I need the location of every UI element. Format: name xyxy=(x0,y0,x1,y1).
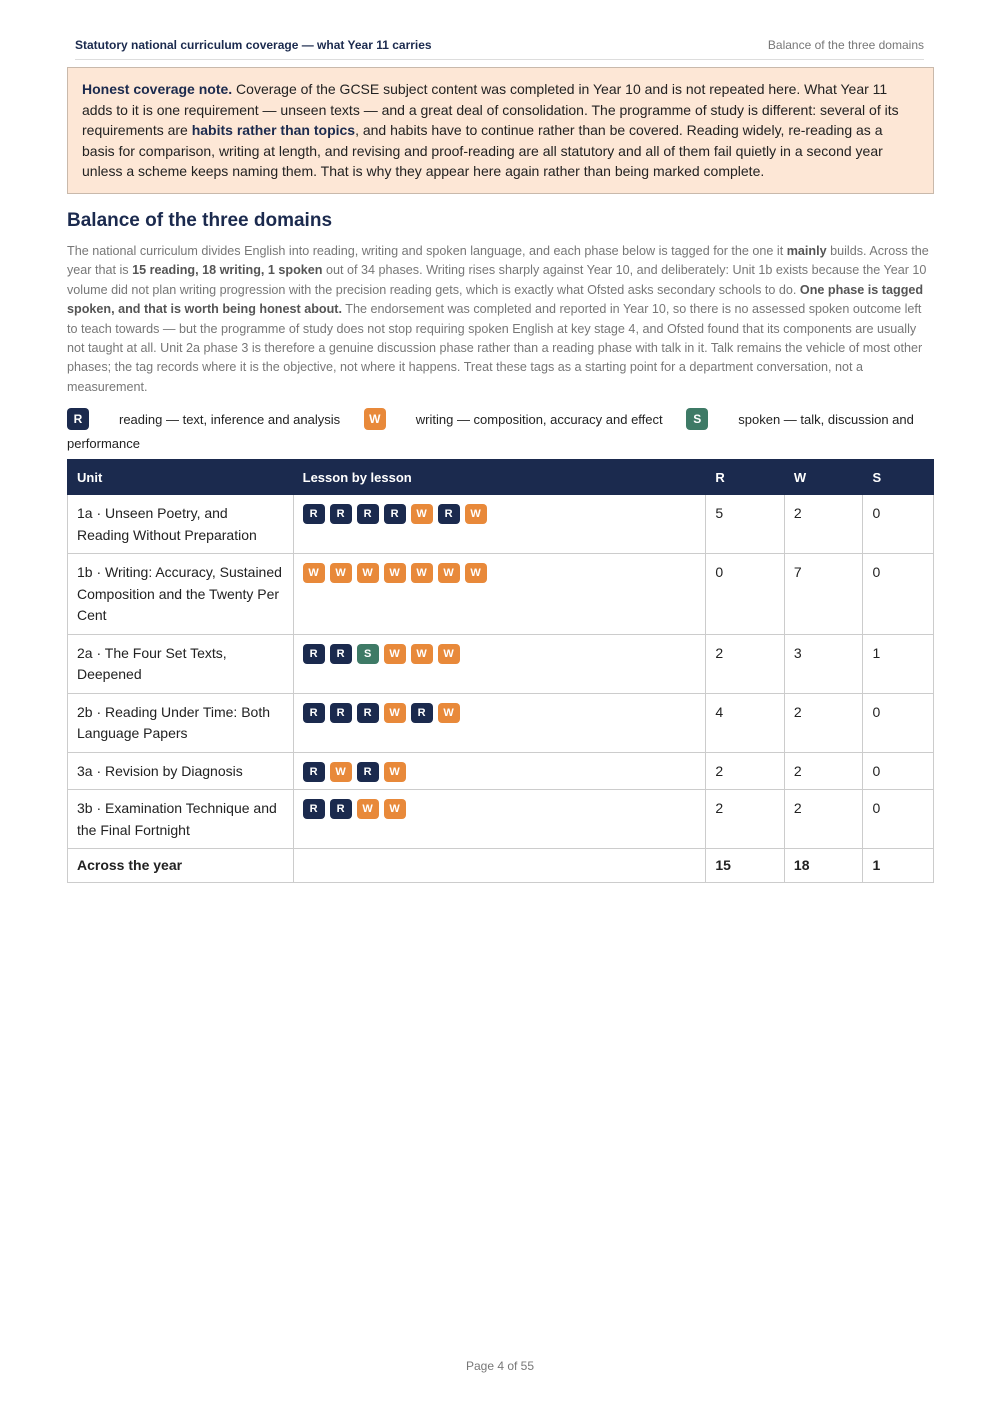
intro-b1: mainly xyxy=(786,244,827,258)
note-lead: Honest coverage note. xyxy=(82,81,233,97)
section-title: Balance of the three domains xyxy=(67,210,333,231)
legend-chip-writing: W xyxy=(364,408,386,430)
lesson-chip-reading: R xyxy=(357,703,379,723)
table-total-row xyxy=(68,849,934,883)
lesson-chip-spoken: S xyxy=(357,644,379,664)
lesson-chip-writing: W xyxy=(465,504,487,524)
cell-s: 0 xyxy=(863,790,934,849)
lesson-chip-reading: R xyxy=(411,703,433,723)
lesson-chip-writing: W xyxy=(303,563,325,583)
cell-unit: 3b · Examination Technique and the Final Fortnight xyxy=(68,790,294,849)
lesson-chip-writing: W xyxy=(438,563,460,583)
cell-w: 2 xyxy=(784,693,863,752)
cell-w: 7 xyxy=(784,554,863,635)
lesson-chip-writing: W xyxy=(411,644,433,664)
section-intro xyxy=(67,242,934,397)
running-header xyxy=(75,38,924,60)
lesson-chip-writing: W xyxy=(384,703,406,723)
total-label: Across the year xyxy=(68,849,294,883)
cell-lessons xyxy=(293,634,706,693)
cell-s: 1 xyxy=(863,634,934,693)
cell-s: 0 xyxy=(863,554,934,635)
lesson-chip-writing: W xyxy=(384,644,406,664)
lesson-chip-reading: R xyxy=(330,703,352,723)
intro-p1: The national curriculum divides English into reading, writing and spoken language, and each phase below is tagged for the one it xyxy=(67,244,787,258)
lesson-chip-reading: R xyxy=(330,799,352,819)
cell-w: 3 xyxy=(784,634,863,693)
domain-balance-table xyxy=(67,459,934,883)
intro-p3: out of 34 phases. Writing rises sharply against Year 10, and deliberately: Unit 1b exists because the Year 10 volume did not plan writing progression with the precision reading gets, which is exactly what Ofsted asks secondary schools to do. xyxy=(67,263,927,297)
note-text-1: Coverage of the GCSE subject content was completed in Year 10 and is not repeated here. What Year 11 adds to it is one requirement — unseen texts — and a great deal of consolidation. The programme of study is different: several of its requirements are xyxy=(82,81,899,139)
lesson-chip-reading: R xyxy=(303,799,325,819)
intro-p4: The endorsement was completed and reported in Year 10, so there is no assessed spoken outcome left to teach towards — but the programme of study does not stop requiring spoken English at key stage 4, and Ofsted found that its components are usually not taught at all. Unit 2a phase 3 is therefore a genuine discussion phase rather than a reading phase with talk in it. Talk remains the vehicle of most other phases; the tag records where it is the objective, not where it happens. Treat these tags as a starting point for a department conversation, not a measurement. xyxy=(67,302,923,394)
cell-lessons xyxy=(293,554,706,635)
lesson-chip-writing: W xyxy=(384,563,406,583)
legend-chip-spoken: S xyxy=(686,408,708,430)
running-header-section: Balance of the three domains xyxy=(767,38,924,52)
note-bold-1: habits rather than topics xyxy=(191,122,356,139)
cell-r: 2 xyxy=(706,634,785,693)
cell-unit: 2b · Reading Under Time: Both Language Papers xyxy=(68,693,294,752)
cell-lessons xyxy=(293,495,706,554)
lesson-chip-reading: R xyxy=(357,762,379,782)
lesson-chip-writing: W xyxy=(438,644,460,664)
cell-w: 2 xyxy=(784,495,863,554)
cell-s: 0 xyxy=(863,693,934,752)
lesson-chip-writing: W xyxy=(384,799,406,819)
lesson-chip-writing: W xyxy=(411,504,433,524)
cell-lessons xyxy=(293,752,706,790)
lesson-chip-writing: W xyxy=(330,563,352,583)
total-r: 15 xyxy=(706,849,785,883)
cell-w: 2 xyxy=(784,752,863,790)
lesson-chip-reading: R xyxy=(357,504,379,524)
cell-r: 2 xyxy=(706,752,785,790)
table-header-row xyxy=(68,460,934,495)
cell-unit: 1b · Writing: Accuracy, Sustained Composition and the Twenty Per Cent xyxy=(68,554,294,635)
lesson-chip-reading: R xyxy=(303,762,325,782)
cell-unit: 2a · The Four Set Texts, Deepened xyxy=(68,634,294,693)
table-row xyxy=(68,790,934,849)
lesson-chip-reading: R xyxy=(438,504,460,524)
cell-s: 0 xyxy=(863,495,934,554)
lesson-chip-writing: W xyxy=(411,563,433,583)
table-row xyxy=(68,495,934,554)
cell-r: 2 xyxy=(706,790,785,849)
note-text-2: , and habits have to continue rather than be covered. Reading widely, re-reading as a basis for comparison, writing at length, and revising and proof-reading are all statutory and all of them fail quietly in a second year unless a scheme keeps naming them. That is why they appear here again rather than being marked complete. xyxy=(82,122,883,180)
page-number: Page 4 of 55 xyxy=(465,1359,535,1373)
col-header-s: S xyxy=(863,460,934,495)
intro-p2: builds. Across the year that is xyxy=(67,244,929,278)
lesson-chip-writing: W xyxy=(465,563,487,583)
cell-s: 0 xyxy=(863,752,934,790)
total-w: 18 xyxy=(784,849,863,883)
table-row xyxy=(68,693,934,752)
lesson-chip-reading: R xyxy=(330,644,352,664)
total-s: 1 xyxy=(863,849,934,883)
legend-chip-reading: R xyxy=(67,408,89,430)
lesson-chip-writing: W xyxy=(357,563,379,583)
legend-label-writing: writing — composition, accuracy and effect xyxy=(415,412,663,427)
cell-r: 5 xyxy=(706,495,785,554)
legend-label-reading: reading — text, inference and analysis xyxy=(119,412,341,427)
running-header-title: Statutory national curriculum coverage — what Year 11 carries xyxy=(75,38,432,52)
lesson-chip-writing: W xyxy=(357,799,379,819)
honest-coverage-note xyxy=(67,67,934,194)
lesson-chip-reading: R xyxy=(303,644,325,664)
lesson-chip-reading: R xyxy=(303,703,325,723)
legend-item-writing xyxy=(364,412,667,427)
lesson-chip-writing: W xyxy=(438,703,460,723)
lesson-chip-reading: R xyxy=(330,504,352,524)
legend-item-reading xyxy=(67,412,344,427)
col-header-lessons: Lesson by lesson xyxy=(293,460,706,495)
col-header-w: W xyxy=(784,460,863,495)
col-header-r: R xyxy=(706,460,785,495)
cell-w: 2 xyxy=(784,790,863,849)
table-row xyxy=(68,634,934,693)
lesson-chip-writing: W xyxy=(384,762,406,782)
cell-unit: 1a · Unseen Poetry, and Reading Without Preparation xyxy=(68,495,294,554)
cell-unit: 3a · Revision by Diagnosis xyxy=(68,752,294,790)
lesson-chip-reading: R xyxy=(384,504,406,524)
table-row xyxy=(68,752,934,790)
cell-r: 0 xyxy=(706,554,785,635)
col-header-unit: Unit xyxy=(68,460,294,495)
intro-b2: 15 reading, 18 writing, 1 spoken xyxy=(132,263,323,278)
legend-label-spoken: spoken — talk, discussion and performance xyxy=(67,412,914,451)
lesson-chip-reading: R xyxy=(303,504,325,524)
cell-r: 4 xyxy=(706,693,785,752)
cell-lessons xyxy=(293,693,706,752)
lesson-chip-writing: W xyxy=(330,762,352,782)
total-lessons-empty xyxy=(293,849,706,883)
intro-b3: One phase is tagged spoken, and that is worth being honest about. xyxy=(67,282,924,317)
cell-lessons xyxy=(293,790,706,849)
table-row xyxy=(68,554,934,635)
domain-legend xyxy=(67,408,934,456)
